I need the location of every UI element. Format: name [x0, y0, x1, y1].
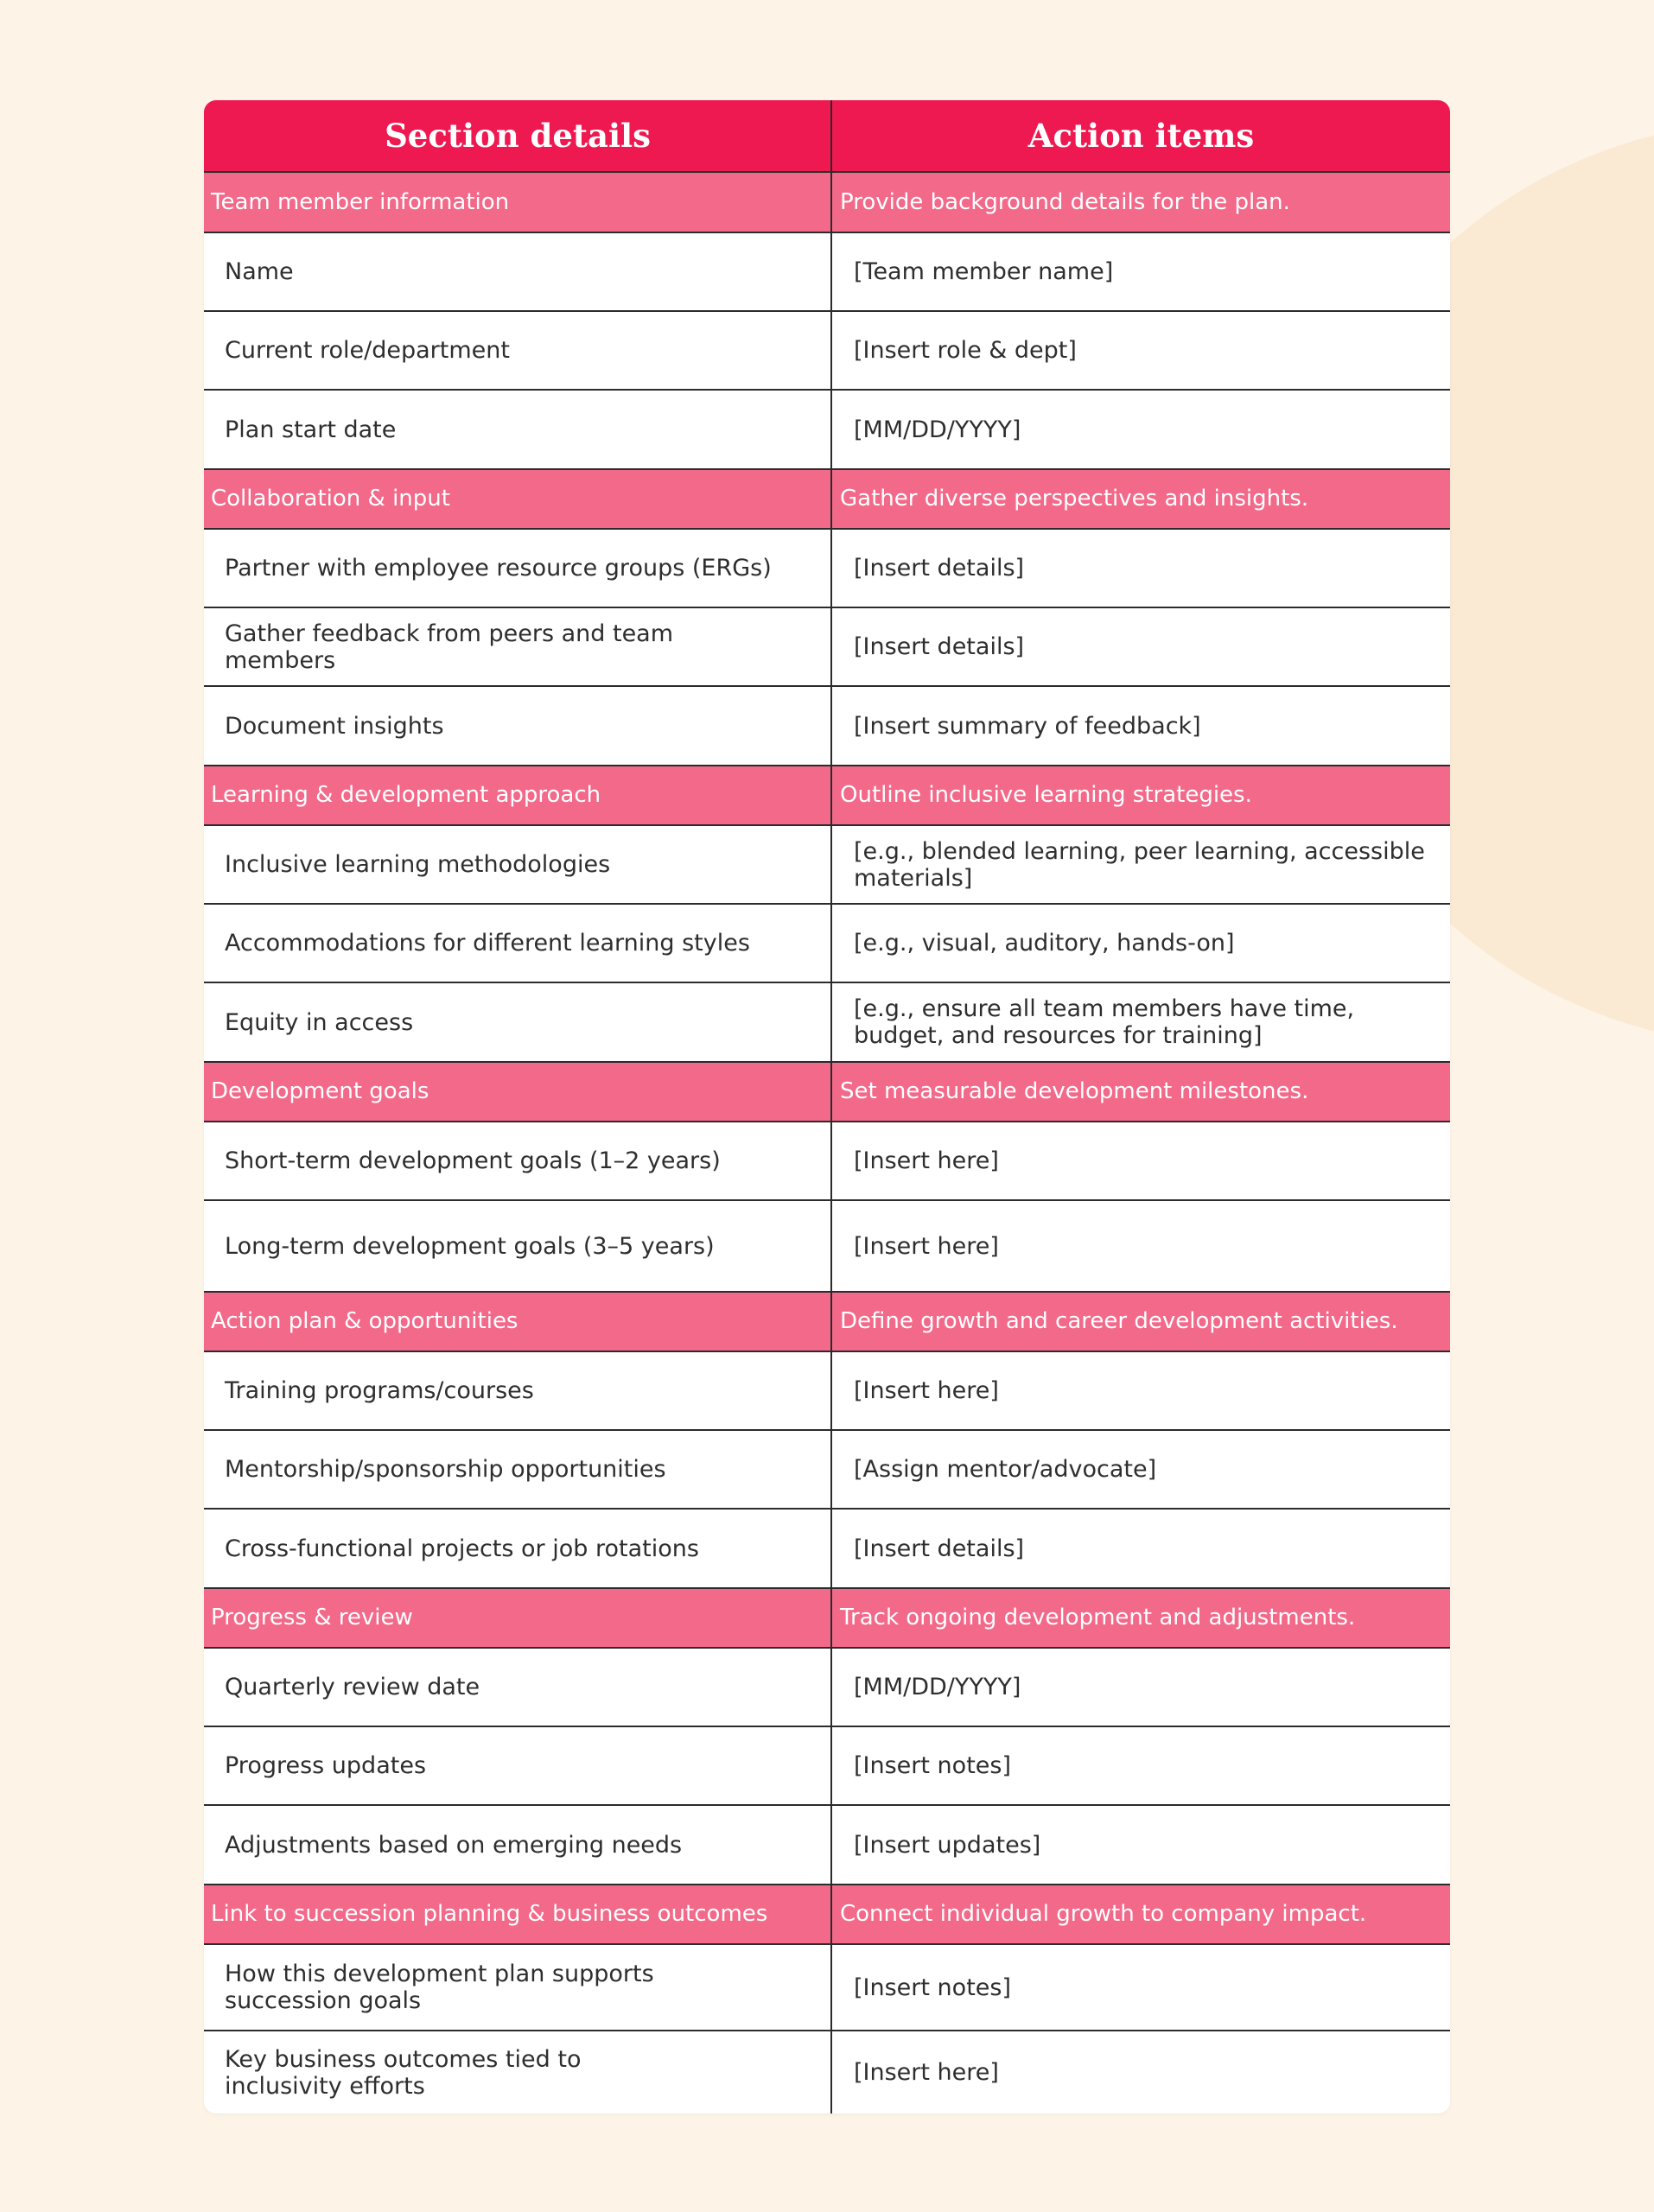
section-action: Define growth and career development activities.	[840, 1308, 1398, 1334]
section-title: Link to succession planning & business outcomes	[211, 1901, 768, 1927]
row-label: Cross-functional projects or job rotations	[225, 1535, 699, 1562]
row-label: Short-term development goals (1–2 years)	[225, 1147, 721, 1174]
table-row	[204, 233, 1450, 312]
row-value[interactable]: [Insert role & dept]	[854, 337, 1077, 364]
section-title: Progress & review	[211, 1605, 413, 1630]
row-label: Current role/department	[225, 337, 510, 364]
row-value[interactable]: [Insert details]	[854, 1535, 1025, 1562]
section-title: Development goals	[211, 1078, 429, 1104]
row-label: Document insights	[225, 712, 444, 740]
row-value[interactable]: [Team member name]	[854, 258, 1114, 285]
row-value[interactable]: [e.g., visual, auditory, hands-on]	[854, 930, 1235, 957]
row-label: Name	[225, 258, 294, 285]
row-label: Training programs/courses	[225, 1377, 534, 1404]
row-label: Quarterly review date	[225, 1674, 480, 1700]
section-action: Outline inclusive learning strategies.	[840, 782, 1252, 808]
row-value[interactable]: [MM/DD/YYYY]	[854, 1674, 1021, 1700]
section-title: Action plan & opportunities	[211, 1308, 518, 1334]
table-row	[204, 1649, 1450, 1727]
section-row-progress-review	[204, 1589, 1450, 1649]
row-label: Adjustments based on emerging needs	[225, 1831, 683, 1859]
section-action: Gather diverse perspectives and insights.	[840, 486, 1309, 512]
row-label: Key business outcomes tied to inclusivity efforts	[225, 2045, 582, 2100]
section-title: Collaboration & input	[211, 486, 450, 512]
section-row-learning-development	[204, 766, 1450, 826]
section-row-action-plan	[204, 1293, 1450, 1352]
table-row	[204, 2031, 1450, 2113]
table-row	[204, 1806, 1450, 1885]
plan-table	[204, 100, 1450, 2113]
table-row	[204, 687, 1450, 766]
row-value[interactable]: [Insert summary of feedback]	[854, 712, 1201, 740]
table-header	[204, 100, 1450, 173]
table-row	[204, 608, 1450, 687]
row-value[interactable]: [Assign mentor/advocate]	[854, 1456, 1157, 1483]
row-value[interactable]: [Insert details]	[854, 633, 1025, 660]
section-row-team-member-information	[204, 173, 1450, 233]
table-row	[204, 530, 1450, 608]
row-value[interactable]: [Insert here]	[854, 1232, 999, 1260]
section-action: Connect individual growth to company impact.	[840, 1901, 1367, 1927]
row-value[interactable]: [Insert details]	[854, 555, 1025, 582]
table-row	[204, 1945, 1450, 2031]
table-row	[204, 1510, 1450, 1589]
row-label: Inclusive learning methodologies	[225, 851, 611, 878]
header-section-details: Section details	[385, 117, 651, 155]
section-action: Track ongoing development and adjustments.	[840, 1605, 1356, 1630]
row-label: Progress updates	[225, 1752, 427, 1779]
row-value[interactable]: [MM/DD/YYYY]	[854, 416, 1021, 443]
row-value[interactable]: [Insert notes]	[854, 1752, 1011, 1779]
section-row-succession-planning	[204, 1885, 1450, 1945]
row-value[interactable]: [Insert notes]	[854, 1974, 1011, 2001]
row-label: Mentorship/sponsorship opportunities	[225, 1456, 666, 1483]
row-value[interactable]: [e.g., blended learning, peer learning, accessible materials]	[854, 837, 1425, 892]
table-row	[204, 391, 1450, 470]
section-row-collaboration-input	[204, 470, 1450, 530]
header-action-items: Action items	[1027, 117, 1255, 155]
row-label: Equity in access	[225, 1008, 414, 1036]
table-row	[204, 905, 1450, 983]
row-label: Gather feedback from peers and team members	[225, 620, 674, 674]
table-row	[204, 1727, 1450, 1806]
column-divider	[830, 100, 832, 2113]
row-label: Accommodations for different learning styles	[225, 930, 750, 957]
row-label: Plan start date	[225, 416, 397, 443]
section-row-development-goals	[204, 1063, 1450, 1122]
row-label: How this development plan supports succession goals	[225, 1961, 654, 2014]
row-label: Partner with employee resource groups (ERGs)	[225, 555, 772, 582]
row-value[interactable]: [Insert here]	[854, 1377, 999, 1404]
section-action: Set measurable development milestones.	[840, 1078, 1309, 1104]
table-row	[204, 312, 1450, 391]
table-row	[204, 983, 1450, 1063]
section-title: Team member information	[211, 188, 510, 215]
row-value[interactable]: [e.g., ensure all team members have time, budget, and resources for training]	[854, 995, 1355, 1049]
section-action: Provide background details for the plan.	[840, 188, 1290, 215]
row-value[interactable]: [Insert updates]	[854, 1831, 1041, 1859]
section-title: Learning & development approach	[211, 782, 601, 808]
table-row	[204, 1122, 1450, 1201]
table-row	[204, 1201, 1450, 1293]
table-row	[204, 1431, 1450, 1510]
row-value[interactable]: [Insert here]	[854, 1147, 999, 1174]
table-row	[204, 1352, 1450, 1431]
table-row	[204, 826, 1450, 905]
row-label: Long-term development goals (3–5 years)	[225, 1232, 715, 1260]
row-value[interactable]: [Insert here]	[854, 2059, 999, 2086]
